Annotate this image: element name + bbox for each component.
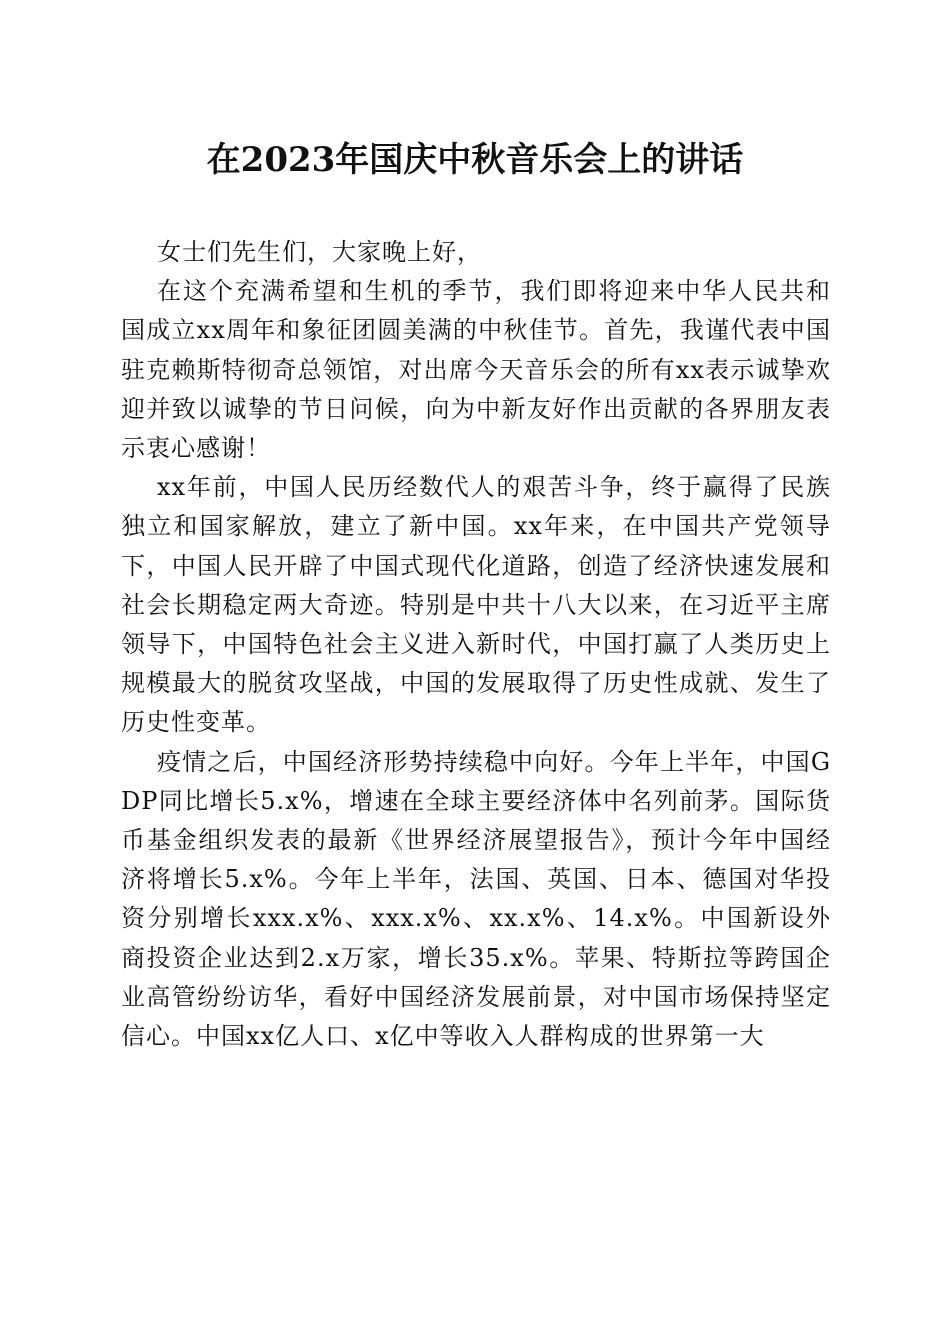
paragraph-greeting: 女士们先生们，大家晚上好， xyxy=(157,238,482,266)
document-body xyxy=(121,233,831,1056)
paragraph-opening: 在这个充满希望和生机的季节，我们即将迎来中华人民共和国成立xx周年和象征团圆美满的中秋佳节。首先，我谨代表中国驻克赖斯特彻奇总领馆，对出席今天音乐会的所有xx表示诚挚欢迎并致以诚挚的节日问候，向为中新友好作出贡献的各界朋友表示衷心感谢！ xyxy=(121,277,831,463)
paragraph-history: xx年前，中国人民历经数代人的艰苦斗争，终于赢得了民族独立和国家解放，建立了新中国。xx年来，在中国共产党领导下，中国人民开辟了中国式现代化道路，创造了经济快速发展和社会长期稳定两大奇迹。特别是中共十八大以来，在习近平主席领导下，中国特色社会主义进入新时代，中国打赢了人类历史上规模最大的脱贫攻坚战，中国的发展取得了历史性成就、发生了历史性变革。 xyxy=(121,473,831,737)
paragraph-economy: 疫情之后，中国经济形势持续稳中向好。今年上半年，中国GDP同比增长5.x%，增速在全球主要经济体中名列前茅。国际货币基金组织发表的最新《世界经济展望报告》，预计今年中国经济将增长5.x%。今年上半年，法国、英国、日本、德国对华投资分别增长xxx.x%、xxx.x%、xx.x%、14.x%。中国新设外商投资企业达到2.x万家，增长35.x%。苹果、特斯拉等跨国企业高管纷纷访华，看好中国经济发展前景，对中国市场保持坚定信心。中国xx亿人口、x亿中等收入人群构成的世界第一大 xyxy=(121,747,831,1051)
document-title: 在2023年国庆中秋音乐会上的讲话 xyxy=(206,140,744,180)
